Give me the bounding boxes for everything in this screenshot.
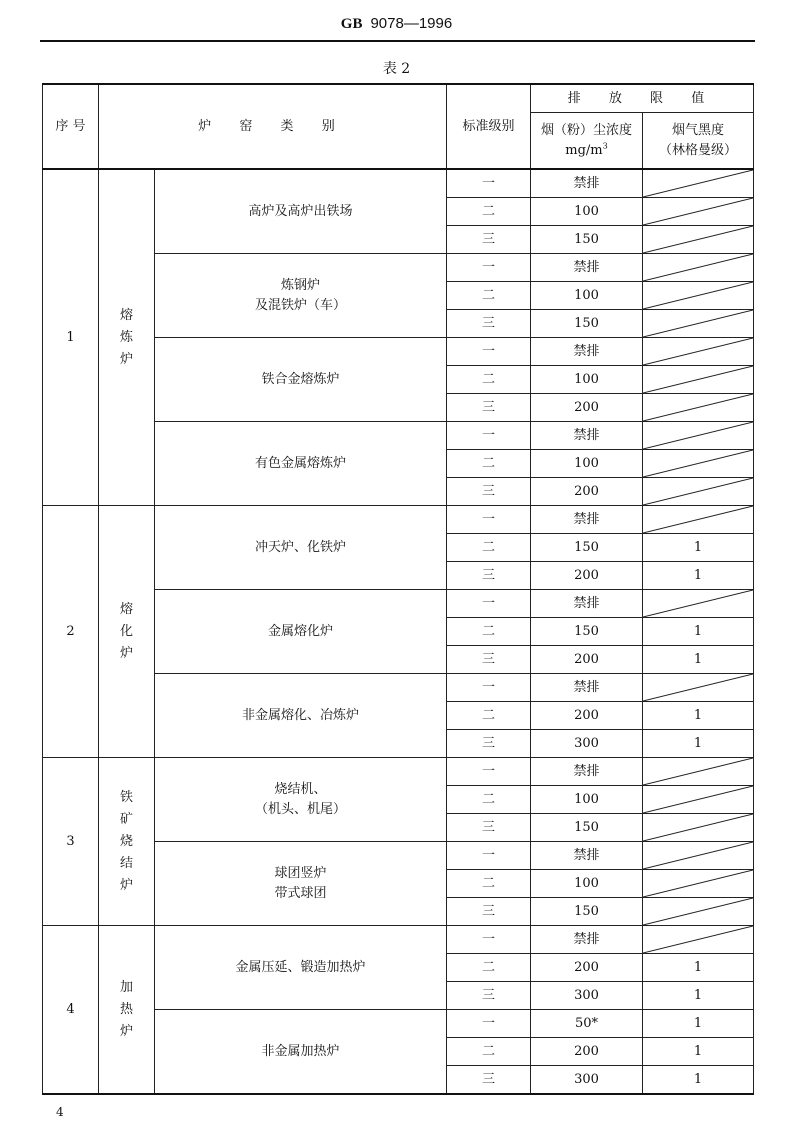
group-category-label: 熔炼炉 bbox=[119, 307, 133, 367]
diagonal-slash-icon bbox=[643, 310, 753, 337]
dust-limit-cell: 200 bbox=[531, 562, 643, 590]
grade-cell: 三 bbox=[447, 982, 531, 1010]
running-header bbox=[0, 14, 793, 33]
dust-limit-cell: 禁排 bbox=[531, 422, 643, 450]
diagonal-slash-icon bbox=[643, 870, 753, 897]
diagonal-slash-icon bbox=[643, 338, 753, 365]
grade-cell: 二 bbox=[447, 954, 531, 982]
furnace-name-line: 金属熔化炉 bbox=[267, 623, 333, 639]
smoke-limit-cell: 1 bbox=[643, 1066, 754, 1095]
dust-limit-cell: 150 bbox=[531, 898, 643, 926]
grade-cell: 三 bbox=[447, 1066, 531, 1095]
grade-cell: 一 bbox=[447, 254, 531, 282]
smoke-not-applicable-cell bbox=[643, 422, 754, 450]
furnace-name bbox=[155, 254, 447, 338]
dust-limit-cell: 100 bbox=[531, 198, 643, 226]
standard-prefix: GB bbox=[340, 16, 363, 32]
header-dust-unit bbox=[531, 141, 642, 161]
group-seq: 4 bbox=[43, 926, 99, 1095]
diagonal-slash-icon bbox=[643, 282, 753, 309]
dust-limit-cell: 100 bbox=[531, 366, 643, 394]
diagonal-slash-icon bbox=[643, 254, 753, 281]
smoke-limit-cell: 1 bbox=[643, 646, 754, 674]
smoke-not-applicable-cell bbox=[643, 366, 754, 394]
grade-cell: 二 bbox=[447, 366, 531, 394]
smoke-limit-cell: 1 bbox=[643, 618, 754, 646]
smoke-not-applicable-cell bbox=[643, 814, 754, 842]
smoke-not-applicable-cell bbox=[643, 590, 754, 618]
header-smoke-label: 烟气黑度 bbox=[671, 122, 724, 138]
group-category-label: 加热炉 bbox=[119, 979, 133, 1039]
grade-cell: 三 bbox=[447, 394, 531, 422]
header-seq: 序 号 bbox=[43, 84, 99, 169]
diagonal-slash-icon bbox=[643, 198, 753, 225]
grade-cell: 一 bbox=[447, 1010, 531, 1038]
grade-cell: 一 bbox=[447, 422, 531, 450]
smoke-not-applicable-cell bbox=[643, 506, 754, 534]
dust-limit-cell: 禁排 bbox=[531, 674, 643, 702]
dust-limit-cell: 200 bbox=[531, 646, 643, 674]
diagonal-slash-icon bbox=[643, 674, 753, 701]
smoke-limit-cell: 1 bbox=[643, 730, 754, 758]
header-dust-label: 烟（粉）尘浓度 bbox=[540, 122, 632, 138]
furnace-name bbox=[155, 1010, 447, 1095]
header-dust bbox=[531, 113, 643, 170]
smoke-not-applicable-cell bbox=[643, 338, 754, 366]
smoke-limit-cell: 1 bbox=[643, 562, 754, 590]
dust-limit-cell: 禁排 bbox=[531, 169, 643, 198]
diagonal-slash-icon bbox=[643, 926, 753, 953]
smoke-not-applicable-cell bbox=[643, 870, 754, 898]
dust-limit-cell: 禁排 bbox=[531, 338, 643, 366]
dust-limit-cell: 50* bbox=[531, 1010, 643, 1038]
dust-limit-cell: 200 bbox=[531, 954, 643, 982]
smoke-not-applicable-cell bbox=[643, 450, 754, 478]
grade-cell: 三 bbox=[447, 562, 531, 590]
grade-cell: 一 bbox=[447, 169, 531, 198]
header-grade: 标准级别 bbox=[447, 84, 531, 169]
furnace-name bbox=[155, 842, 447, 926]
dust-limit-cell: 150 bbox=[531, 814, 643, 842]
grade-cell: 一 bbox=[447, 926, 531, 954]
grade-cell: 三 bbox=[447, 478, 531, 506]
smoke-limit-cell: 1 bbox=[643, 954, 754, 982]
smoke-not-applicable-cell bbox=[643, 254, 754, 282]
smoke-limit-cell: 1 bbox=[643, 1010, 754, 1038]
grade-cell: 一 bbox=[447, 338, 531, 366]
dust-limit-cell: 300 bbox=[531, 982, 643, 1010]
smoke-not-applicable-cell bbox=[643, 226, 754, 254]
smoke-limit-cell: 1 bbox=[643, 1038, 754, 1066]
dust-limit-cell: 禁排 bbox=[531, 758, 643, 786]
table-row bbox=[43, 169, 754, 198]
smoke-not-applicable-cell bbox=[643, 478, 754, 506]
grade-cell: 一 bbox=[447, 590, 531, 618]
dust-limit-cell: 150 bbox=[531, 226, 643, 254]
page-number: 4 bbox=[56, 1105, 64, 1119]
grade-cell: 三 bbox=[447, 226, 531, 254]
header-rule bbox=[40, 40, 755, 42]
header-limits: 排 放 限 值 bbox=[531, 84, 754, 113]
furnace-name bbox=[155, 506, 447, 590]
dust-limit-cell: 150 bbox=[531, 534, 643, 562]
diagonal-slash-icon bbox=[643, 814, 753, 841]
grade-cell: 二 bbox=[447, 786, 531, 814]
smoke-not-applicable-cell bbox=[643, 282, 754, 310]
furnace-name bbox=[155, 169, 447, 254]
smoke-not-applicable-cell bbox=[643, 758, 754, 786]
table-caption: 表 2 bbox=[382, 61, 411, 77]
grade-cell: 二 bbox=[447, 1038, 531, 1066]
table-row bbox=[43, 506, 754, 534]
group-category-label: 铁矿烧结炉 bbox=[119, 789, 133, 893]
grade-cell: 二 bbox=[447, 450, 531, 478]
grade-cell: 一 bbox=[447, 506, 531, 534]
dust-limit-cell: 150 bbox=[531, 310, 643, 338]
dust-limit-cell: 100 bbox=[531, 786, 643, 814]
furnace-name bbox=[155, 926, 447, 1010]
dust-limit-cell: 100 bbox=[531, 282, 643, 310]
diagonal-slash-icon bbox=[643, 786, 753, 813]
diagonal-slash-icon bbox=[643, 366, 753, 393]
table-row bbox=[43, 926, 754, 954]
grade-cell: 二 bbox=[447, 198, 531, 226]
smoke-limit-cell: 1 bbox=[643, 982, 754, 1010]
diagonal-slash-icon bbox=[643, 478, 753, 505]
dust-limit-cell: 100 bbox=[531, 870, 643, 898]
group-category bbox=[99, 926, 155, 1095]
dust-limit-cell: 禁排 bbox=[531, 506, 643, 534]
smoke-not-applicable-cell bbox=[643, 198, 754, 226]
grade-cell: 二 bbox=[447, 618, 531, 646]
dust-limit-cell: 禁排 bbox=[531, 590, 643, 618]
group-category bbox=[99, 758, 155, 926]
smoke-not-applicable-cell bbox=[643, 842, 754, 870]
furnace-name-line: 有色金属熔炼炉 bbox=[254, 455, 346, 471]
furnace-name-line: 铁合金熔炼炉 bbox=[261, 371, 340, 387]
furnace-name-line: 非金属熔化、冶炼炉 bbox=[241, 707, 359, 723]
grade-cell: 三 bbox=[447, 310, 531, 338]
diagonal-slash-icon bbox=[643, 450, 753, 477]
furnace-name-line: 冲天炉、化铁炉 bbox=[254, 539, 346, 555]
dust-limit-cell: 300 bbox=[531, 730, 643, 758]
dust-limit-cell: 禁排 bbox=[531, 842, 643, 870]
smoke-not-applicable-cell bbox=[643, 394, 754, 422]
grade-cell: 二 bbox=[447, 282, 531, 310]
grade-cell: 一 bbox=[447, 674, 531, 702]
dust-limit-cell: 150 bbox=[531, 618, 643, 646]
dust-limit-cell: 200 bbox=[531, 1038, 643, 1066]
group-category bbox=[99, 169, 155, 506]
header-smoke bbox=[643, 113, 754, 170]
diagonal-slash-icon bbox=[643, 170, 753, 197]
furnace-name-line: 带式球团 bbox=[274, 885, 327, 901]
dust-limit-cell: 禁排 bbox=[531, 926, 643, 954]
grade-cell: 三 bbox=[447, 730, 531, 758]
smoke-not-applicable-cell bbox=[643, 310, 754, 338]
furnace-name-line: 球团竖炉 bbox=[274, 865, 327, 881]
grade-cell: 一 bbox=[447, 758, 531, 786]
furnace-name-line: 非金属加热炉 bbox=[261, 1043, 340, 1059]
dust-unit-superscript: 3 bbox=[602, 141, 608, 151]
smoke-limit-cell: 1 bbox=[643, 534, 754, 562]
dust-unit-text: mg/m bbox=[565, 142, 603, 158]
dust-limit-cell: 200 bbox=[531, 702, 643, 730]
diagonal-slash-icon bbox=[643, 590, 753, 617]
furnace-name bbox=[155, 338, 447, 422]
diagonal-slash-icon bbox=[643, 422, 753, 449]
dust-limit-cell: 200 bbox=[531, 394, 643, 422]
grade-cell: 二 bbox=[447, 534, 531, 562]
diagonal-slash-icon bbox=[643, 506, 753, 533]
diagonal-slash-icon bbox=[643, 758, 753, 785]
group-category-label: 熔化炉 bbox=[119, 601, 133, 661]
furnace-name bbox=[155, 674, 447, 758]
group-seq: 3 bbox=[43, 758, 99, 926]
furnace-name-line: 炼钢炉 bbox=[280, 277, 320, 293]
smoke-not-applicable-cell bbox=[643, 786, 754, 814]
group-category bbox=[99, 506, 155, 758]
grade-cell: 一 bbox=[447, 842, 531, 870]
furnace-name-line: 高炉及高炉出铁场 bbox=[248, 203, 353, 219]
diagonal-slash-icon bbox=[643, 394, 753, 421]
grade-cell: 三 bbox=[447, 646, 531, 674]
furnace-name bbox=[155, 422, 447, 506]
grade-cell: 三 bbox=[447, 898, 531, 926]
table-row bbox=[43, 758, 754, 786]
diagonal-slash-icon bbox=[643, 898, 753, 925]
furnace-name-line: 及混铁炉（车） bbox=[254, 297, 346, 313]
furnace-name bbox=[155, 590, 447, 674]
smoke-not-applicable-cell bbox=[643, 926, 754, 954]
group-seq: 1 bbox=[43, 169, 99, 506]
diagonal-slash-icon bbox=[643, 842, 753, 869]
dust-limit-cell: 200 bbox=[531, 478, 643, 506]
furnace-name-line: 烧结机、 bbox=[274, 781, 327, 797]
grade-cell: 三 bbox=[447, 814, 531, 842]
smoke-not-applicable-cell bbox=[643, 898, 754, 926]
dust-limit-cell: 100 bbox=[531, 450, 643, 478]
furnace-name-line: 金属压延、锻造加热炉 bbox=[235, 959, 366, 975]
diagonal-slash-icon bbox=[643, 226, 753, 253]
furnace-name-line: （机头、机尾） bbox=[254, 801, 346, 817]
dust-limit-cell: 禁排 bbox=[531, 254, 643, 282]
smoke-not-applicable-cell bbox=[643, 169, 754, 198]
grade-cell: 二 bbox=[447, 702, 531, 730]
smoke-limit-cell: 1 bbox=[643, 702, 754, 730]
standard-number: 9078—1996 bbox=[370, 15, 453, 32]
group-seq: 2 bbox=[43, 506, 99, 758]
dust-limit-cell: 300 bbox=[531, 1066, 643, 1095]
smoke-not-applicable-cell bbox=[643, 674, 754, 702]
furnace-name bbox=[155, 758, 447, 842]
header-smoke-scale: （林格曼级） bbox=[658, 142, 737, 158]
header-furnace-type: 炉 窑 类 别 bbox=[99, 84, 447, 169]
emission-limits-table bbox=[42, 83, 754, 1095]
grade-cell: 二 bbox=[447, 870, 531, 898]
